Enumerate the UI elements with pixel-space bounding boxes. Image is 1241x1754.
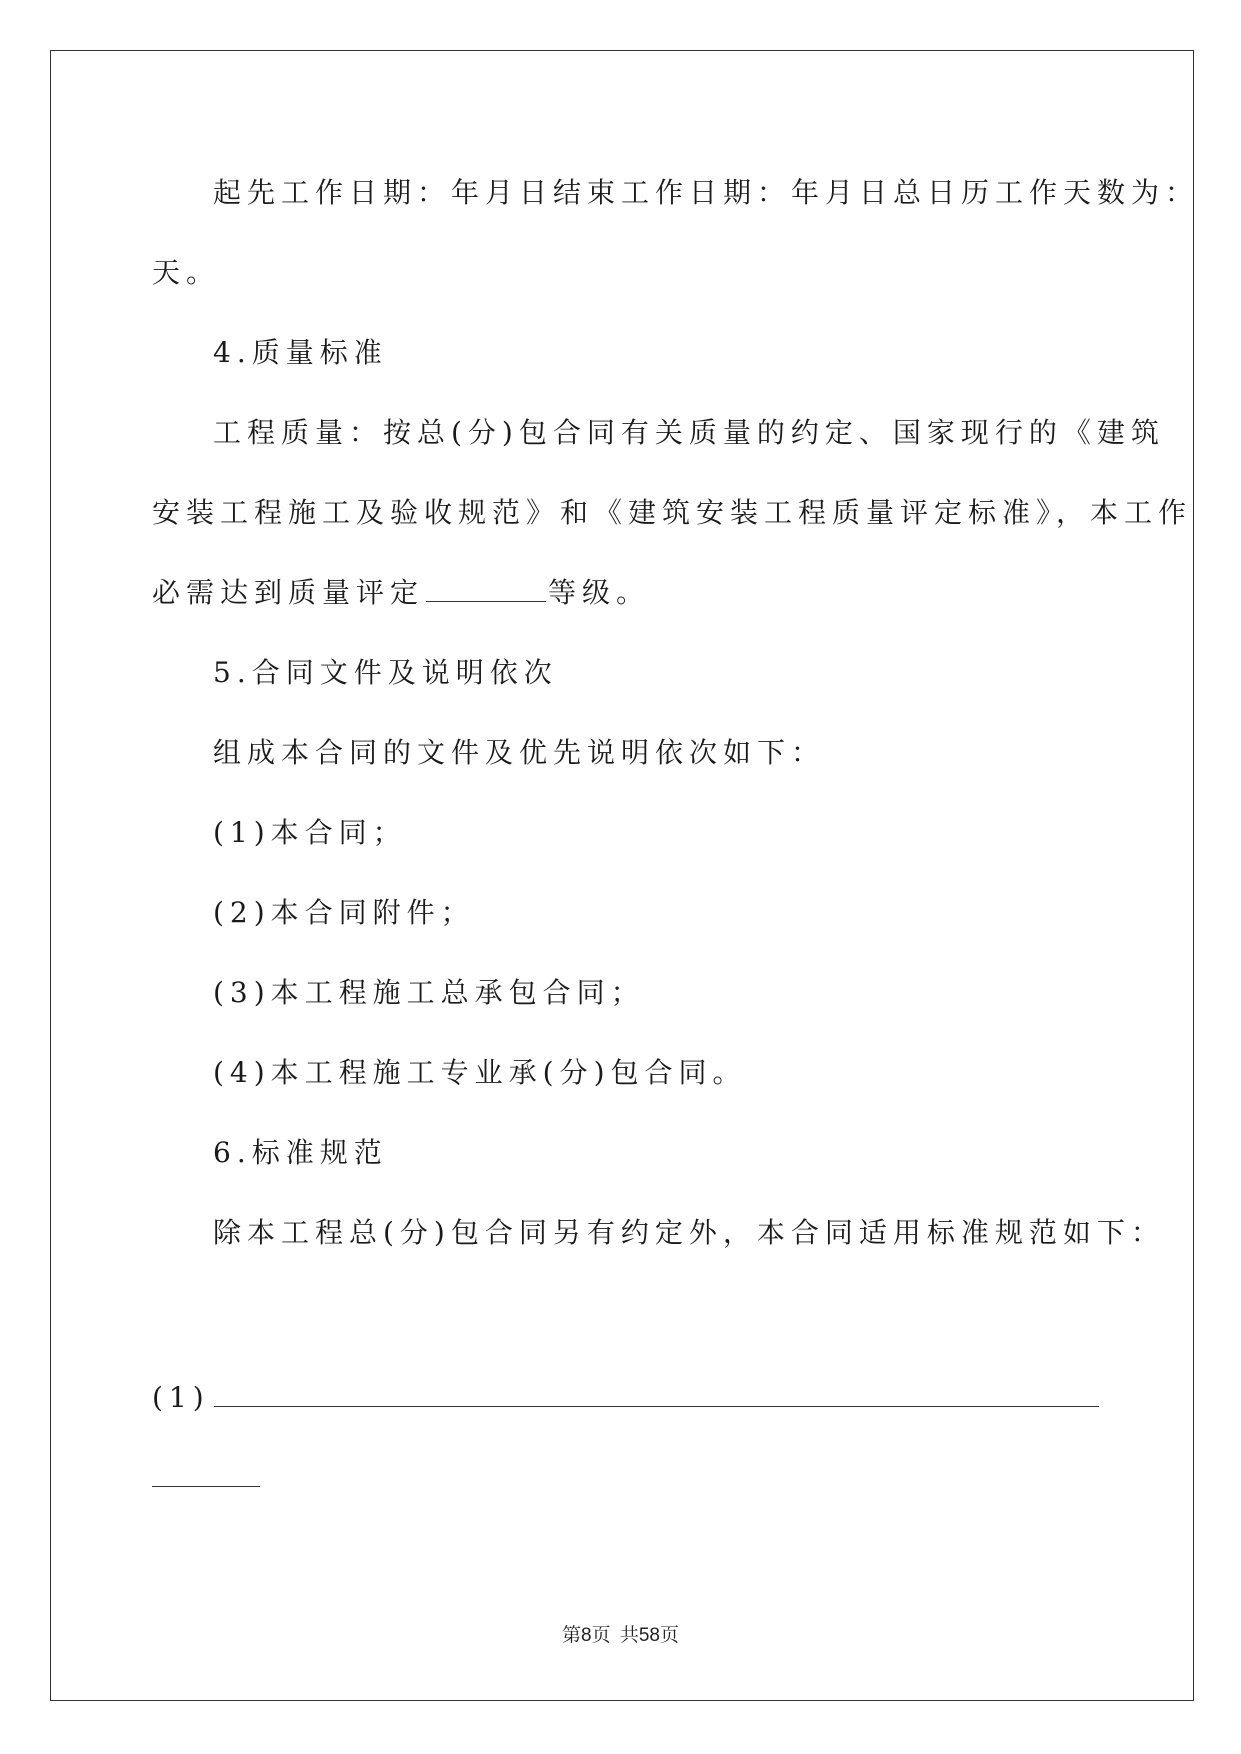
standards-item-1-blank (214, 1380, 1099, 1407)
heading-quality-standard: 4.质量标准 (213, 336, 388, 369)
standards-item-1-label: (1) (152, 1381, 210, 1414)
heading-contract-documents: 5.合同文件及说明依次 (213, 656, 558, 689)
list-item-3: (3)本工程施工总承包合同； (213, 976, 645, 1009)
paragraph-days: 天。 (152, 256, 221, 289)
standards-continuation-blank (152, 1460, 260, 1487)
paragraph-quality-1: 工程质量：按总(分)包合同有关质量的约定、国家现行的《建筑 (213, 416, 1165, 449)
page-border (50, 50, 1194, 1701)
quality-grade-blank (426, 575, 546, 602)
page-number: 第8页 (562, 1625, 611, 1646)
grade-text: 等级。 (548, 576, 651, 609)
list-item-1: (1)本合同； (213, 816, 407, 849)
paragraph-standards-intro: 除本工程总(分)包合同另有约定外，本合同适用标准规范如下： (213, 1216, 1165, 1249)
paragraph-quality-2: 安装工程施工及验收规范》和《建筑安装工程质量评定标准》，本工作 (152, 496, 1193, 529)
total-pages: 共58页 (619, 1625, 679, 1646)
paragraph-documents-intro: 组成本合同的文件及优先说明依次如下： (213, 736, 826, 769)
standards-continuation (0, 1458, 1241, 1498)
heading-standards: 6.标准规范 (213, 1136, 388, 1169)
paragraph-quality-3 (0, 573, 1241, 613)
quality-text: 必需达到质量评定 (152, 576, 425, 609)
standards-item-1 (0, 1378, 1241, 1418)
list-item-2: (2)本合同附件； (213, 896, 475, 929)
page-footer (0, 1620, 1241, 1647)
paragraph-work-dates: 起先工作日期：年月日结束工作日期：年月日总日历工作天数为： (213, 176, 1200, 209)
list-item-4: (4)本工程施工专业承(分)包合同。 (213, 1056, 747, 1089)
